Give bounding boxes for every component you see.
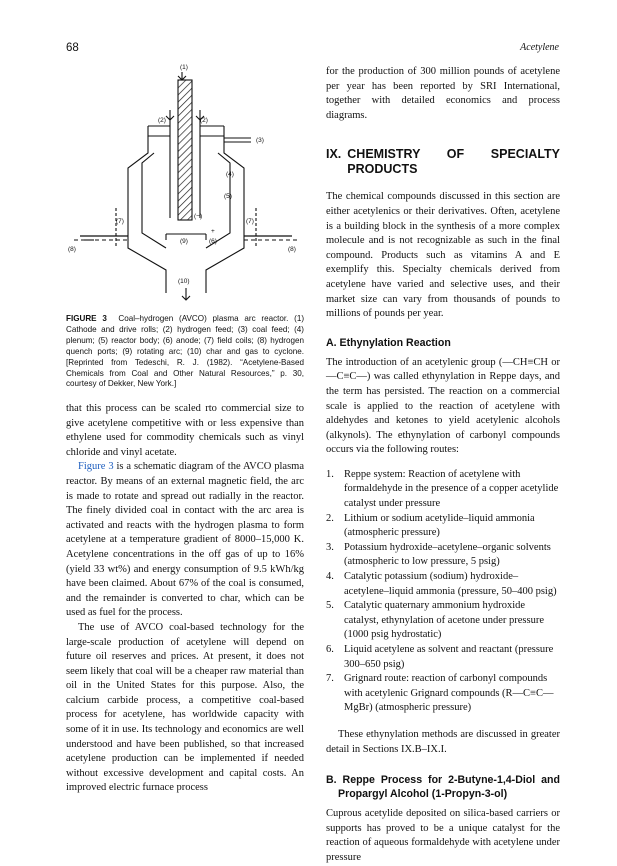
ethynylation-routes-list (326, 468, 560, 716)
right-paragraph-top: for the production of 300 million pounds of acetylene per year has been reported by SRI International, together with detailed economics and process diagrams. (326, 66, 560, 121)
label-7a: (7) (116, 218, 124, 225)
section-title: CHEMISTRY OF SPECIALTY PRODUCTS (347, 147, 560, 177)
list-item: 4. Catalytic potassium (sodium) hydroxide–acetylene–liquid ammonia (pressure, 50–400 psig) (326, 571, 557, 597)
page-number: 68 (66, 42, 79, 54)
list-item: 1. Reppe system: Reaction of acetylene with formaldehyde in the presence of a copper acetylide catalyst under pressure (326, 468, 559, 510)
label-7b: (7) (246, 218, 254, 225)
label-5: (5) (224, 193, 232, 200)
label-2a: (2) (158, 117, 166, 124)
label-4: (4) (226, 171, 234, 178)
list-item: 6. Liquid acetylene as solvent and reactant (pressure 300–650 psig) (326, 644, 554, 670)
caption-text: Coal–hydrogen (AVCO) plasma arc reactor. (1) Cathode and drive rolls; (2) hydrogen feed; (3) coal feed; (4) plenum; (5) reactor body; (6) anode; (7) field coils; (8) hydrogen quench ports; (9) rotating arc; (10) char and gas to cyclone. [Reprinted from Tedeschi, R. J. (1982). “Acetylene-Based Chemicals from Coal and Other Natural Resources,” p. 30, courtesy of Dekker, New York.] (66, 314, 305, 389)
ethynylation-summary: These ethynylation methods are discussed in greater detail in Sections IX.B–IX.I. (326, 728, 560, 755)
list-item: 7. Grignard route: reaction of carbonyl compounds with acetylenic Grignard compounds (R—C≡C—MgBr) (atmospheric pressure) (326, 673, 554, 714)
subsection-a-paragraph: The introduction of an acetylenic group (—CH≡CH or —C≡C—) was called ethynylation in Reppe days, and the term has persisted. The reaction on a commercial scale is applied to the reaction of acetylene with aldehydes and ketones to yield acetylenic alcohols (alkynols). The ethynylation of carbonyl compounds occurs via the following routes: (326, 356, 560, 456)
subsection-a-heading: A. Ethynylation Reaction (326, 336, 451, 349)
label-3: (3) (256, 137, 264, 144)
label-6: (6) (209, 238, 217, 245)
label-9: (9) (180, 238, 188, 245)
label-2b: (2) (200, 117, 208, 124)
section-heading (326, 147, 560, 177)
list-item: 2. Lithium or sodium acetylide–liquid ammonia (atmospheric pressure) (326, 512, 535, 539)
label-minus: (−) (194, 213, 203, 220)
list-item: 3. Potassium hydroxide–acetylene–organic solvents (atmospheric to low pressure, 5 psig) (326, 541, 551, 568)
reactor-diagram (66, 58, 306, 308)
label-10: (10) (178, 278, 190, 285)
figure-3-link[interactable]: Figure 3 (78, 461, 114, 473)
label-8a: (8) (68, 246, 76, 253)
section-paragraph: The chemical compounds discussed in this section are either acetylenics or their derivatives. Often, acetylene is a building block in the synthesis of a more complex molecule and is not recognizable as such in the final compound. Products such as vitamins A and E exemplify this. Specialty chemicals derived from acetylene have varied and selective uses, and their market size can vary from thousands of pounds to millions of pounds per year. (326, 191, 560, 320)
caption-label: FIGURE 3 (66, 314, 107, 323)
label-8b: (8) (288, 246, 296, 253)
list-item: 5. Catalytic quaternary ammonium hydroxide catalyst, ethynylation of acetone under pressure (1000 psig hydrostatic) (326, 600, 545, 641)
left-paragraph-2: Figure 3 is a schematic diagram of the AVCO plasma reactor. By means of an external magnetic field, the arc is made to rotate and spread out radially in the reactor. The finely divided coal in contact with the arc area is activated and reacts with the hydrogen plasma to form acetylene at a temperature gradient of 8000–15,000 K. Acetylene concentrations in the off gas of up to 16% (yield 33 wt%) and energy consumption of 9.5 kWh/kg have been claimed. About 67% of the coal is consumed, and the remainder is converted to char, which can be used as fuel for the process. (66, 461, 304, 619)
cathode-rod (178, 80, 192, 220)
figure-caption (66, 314, 304, 390)
left-column (66, 402, 304, 796)
label-plus: + (211, 228, 215, 235)
label-1: (1) (180, 64, 188, 71)
left-paragraph-1: that this process can be scaled rto commercial size to give acetylene competitive with or less expensive than ethylene used for commodity chemicals such as vinyl chloride and vinyl acetate. (66, 403, 304, 458)
section-number: IX. (326, 147, 342, 162)
running-title: Acetylene (520, 42, 559, 53)
subsection-b-paragraph: Cuprous acetylide deposited on silica-based carriers or supports has proved to be a unique catalyst for the reaction of aqueous formaldehyde with acetylene under pressure (326, 808, 560, 863)
left-paragraph-3: The use of AVCO coal-based technology for the large-scale production of acetylene will depend on future oil reserves and prices. At present, it does not seem likely that coal will be a cheaper raw material than oil in the United States for this purpose. Also, the calcium carbide process, a competitive coal-based process for acetylene, has worldwide capacity with some of it in use. Its technology and economics are well understood and have been published, so that increased acetylene production can be implemented if needed without excessive development and capital costs. An improved electric furnace process (66, 621, 304, 794)
subsection-b-heading: B. Reppe Process for 2-Butyne-1,4-Diol and Propargyl Alcohol (1-Propyn-3-ol) (326, 774, 560, 801)
right-column (326, 65, 560, 866)
